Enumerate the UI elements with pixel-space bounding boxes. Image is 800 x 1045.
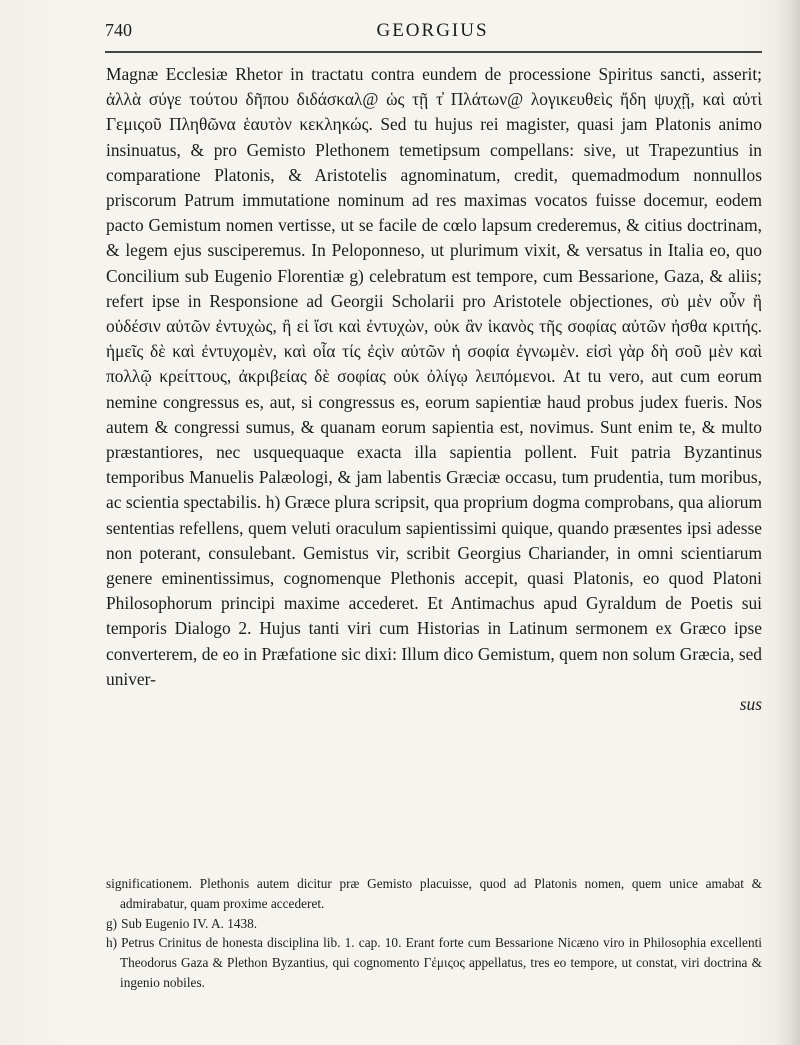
footnote-text: Sub Eugenio IV. A. 1438.: [121, 915, 258, 931]
header-rule: [105, 51, 762, 53]
footnote-label: h): [106, 935, 118, 951]
footnote-continuation: [106, 874, 762, 914]
running-head: GEORGIUS: [376, 20, 489, 41]
main-text: [106, 62, 762, 717]
footnotes: [106, 874, 762, 993]
footnote-text: Petrus Crinitus de honesta disciplina lib. 1. cap. 10. Erant forte cum Bessarione Nicæno viro in Philosophia excellenti Theodorus Gaza & Plethon Byzantius, qui cognomento Γέμιςος appellatus, tres eo tempore, ut constat, viri doctrina & ingenio nobiles.: [120, 935, 762, 990]
body-paragraph: Magnæ Ecclesiæ Rhetor in tractatu contra eundem de processione Spiritus sancti, asserit; ἀλλὰ σύγε τούτου δῆπου διδάσκαλ@ ὡς τῇ τ̓ Πλάτων@ λογικευθεὶς ἤδη ψυχῇ, καὶ αὐτὶ Γεμιςοῦ Πληθῶνα ἑαυτὸν κεκληκώς. Sed tu hujus rei magister, quasi jam Platonis animo insinuatus, & pro Gemisto Plethonem temetipsum compellans: sive, ut Trapezuntius in comparatione Platonis, & Aristotelis agnominatum, credit, quemadmodum nonnullos priscorum Patrum immutatione nominum ad res maximas vocatos fuisse docemur, eodem pacto Gemistum nomen vertisse, ut se facile de cœlo lapsum crederemus, & citius doctrinam, & legem ejus susciperemus. In Peloponneso, ut plurimum vixit, & versatus in Italia eo, quo Concilium sub Eugenio Florentiæ g) celebratum est tempore, cum Bessarione, Gaza, & aliis; refert ipse in Responsione ad Georgii Scholarii pro Aristotele objectiones, σὺ μὲν οὖν ἢ οὐδέσιν αὐτῶν ἐντυχὼς, ἢ εἰ ἴσι καὶ ἐντυχὼν, οὐκ ἂν ἱκανὸς τῆς σοφίας αὐτῶν ἠσθα κριτής. ἡμεῖς δὲ καὶ ἐντυχομὲν, καὶ οἷα τίς ἐςὶν αὐτῶν ἡ σοφία ἐγνωμὲν. εἰσὶ γὰρ δὴ σοῦ μὲν καὶ πολλῷ κρείττους, ἀκριβείας δὲ σοφίας οὐκ ὀλίγῳ λειπόμενοι. At tu vero, aut cum eorum nemine congressus es, aut, si congressus es, eorum sapientiæ haud probus judex fueris. Nos autem & congressi sumus, & quanam eorum sapientia est, novimus. Sunt enim te, & multo præstantiores, nec usquequaque exacta illa sapientia pollent. Fuit patria Byzantinus temporibus Manuelis Palæologi, & jam labentis Græciæ occasu, tum prudentia, tum moribus, ac scientia spectabilis. h) Græce plura scripsit, qua proprium dogma comprobans, qua aliorum sententias refellens, quem veluti oraculum sapientissimi quique, quando præsentes ipsi adesse non poterant, consulebant. Gemistus vir, scribit Georgius Chariander, in omni scientiarum genere eminentissimus, cognomenque Plethonis accepit, quasi Platonis, eo quod Platoni Philosophorum principi maxime accederet. Et Antimachus apud Gyraldum de Poetis sui temporis Dialogo 2. Hujus tanti viri cum Historias in Latinum sermonem ex Græco ipse converterem, de eo in Præfatione sic dixi: Illum dico Gemistum, quem non solum Græcia, sed univer-: [106, 64, 762, 689]
page-header: [105, 20, 760, 50]
footnote-text: significationem. Plethonis autem dicitur præ Gemisto placuisse, quod ad Platonis nomen, quem unice amabat & admirabatur, quam proxime accederet.: [106, 876, 762, 911]
page-fold-shadow: [774, 0, 800, 1045]
footnote-h: [106, 933, 762, 992]
footnote-label: g): [106, 915, 118, 931]
catchword: sus: [739, 694, 762, 715]
footnote-g: [106, 914, 762, 934]
page-number: 740: [105, 20, 132, 40]
